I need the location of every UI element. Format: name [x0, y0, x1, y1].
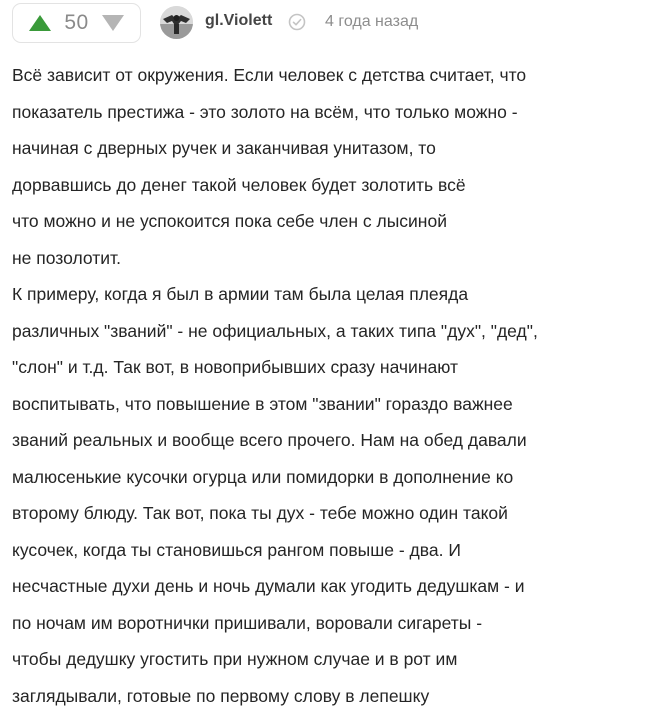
comment-line: по ночам им воротнички пришивали, воровали сигареты - — [12, 605, 652, 642]
comment-line: что можно и не успокоится пока себе член с лысиной — [12, 203, 652, 240]
comment-line: показатель престижа - это золото на всём, что только можно - — [12, 94, 652, 131]
avatar-image — [160, 6, 193, 39]
comment-time: 4 года назад — [325, 13, 418, 31]
comment-line: воспитывать, что повышение в этом "звании" гораздо важнее — [12, 386, 652, 423]
comment-line: не позолотит. — [12, 240, 652, 277]
rating-box — [12, 3, 141, 43]
author-name[interactable]: gl.Violett — [205, 12, 272, 30]
comment-line: заглядывали, готовые по первому слову в лепешку — [12, 678, 652, 714]
comment-header — [0, 0, 661, 46]
comment-line: "слон" и т.д. Так вот, в новоприбывших сразу начинают — [12, 349, 652, 386]
avatar[interactable] — [160, 6, 193, 39]
comment-line: второму блюду. Так вот, пока ты дух - тебе можно один такой — [12, 495, 652, 532]
comment-line: начиная с дверных ручек и заканчивая унитазом, то — [12, 130, 652, 167]
arrow-down-icon — [101, 14, 125, 32]
comment-line: различных "званий" - не официальных, а таких типа "дух", "дед", — [12, 313, 652, 350]
comment-line: кусочек, когда ты становишься рангом повыше - два. И — [12, 532, 652, 569]
comment-line: несчастные духи день и ночь думали как угодить дедушкам - и — [12, 568, 652, 605]
comment-line: чтобы дедушку угостить при нужном случае и в рот им — [12, 641, 652, 678]
comment-line: дорвавшись до денег такой человек будет золотить всё — [12, 167, 652, 204]
downvote-button[interactable] — [99, 12, 127, 34]
comment-line: званий реальных и вообще всего прочего. Нам на обед давали — [12, 422, 652, 459]
upvote-button[interactable] — [26, 12, 54, 34]
check-circle-icon — [288, 13, 306, 31]
comment-line: К примеру, когда я был в армии там была целая плеяда — [12, 276, 652, 313]
comment-line: малюсенькие кусочки огурца или помидорки в дополнение ко — [12, 459, 652, 496]
arrow-up-icon — [28, 14, 52, 32]
rating-count: 50 — [64, 11, 88, 35]
comment-text — [12, 57, 652, 714]
comment-line: Всё зависит от окружения. Если человек с детства считает, что — [12, 57, 652, 94]
